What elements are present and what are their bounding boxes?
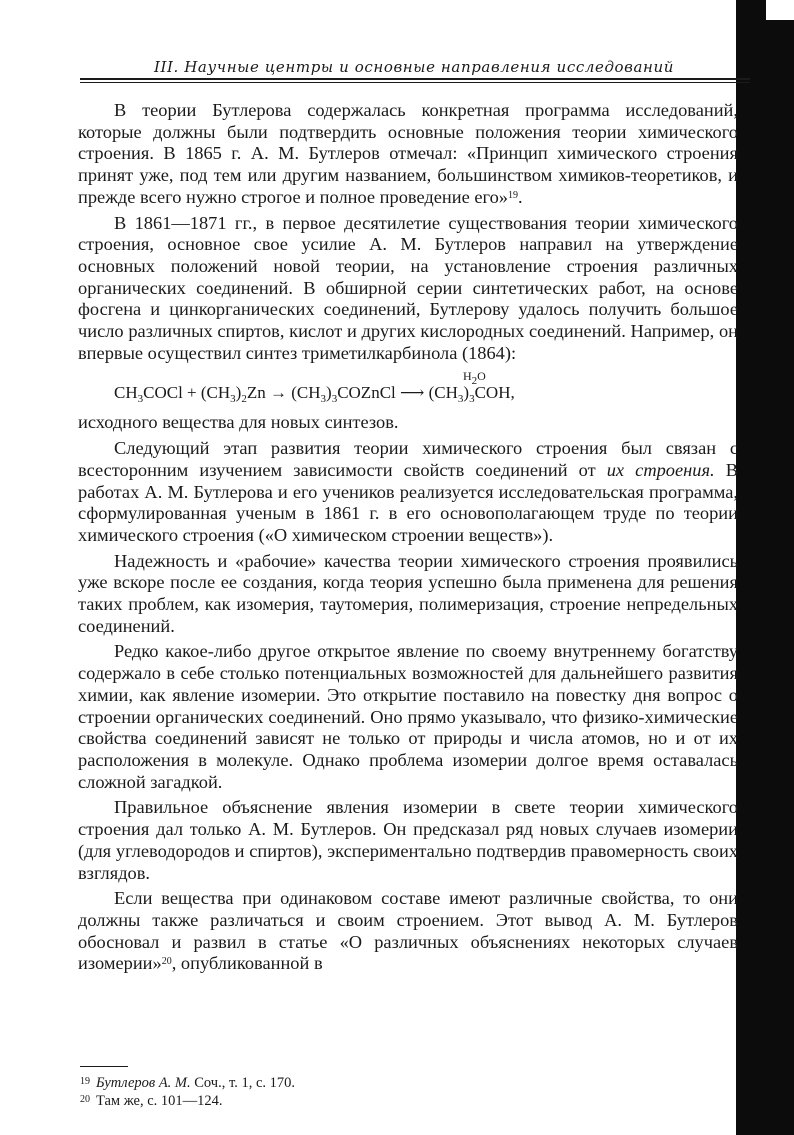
chemical-equation: [114, 368, 738, 406]
equation-line: [114, 382, 515, 407]
eq-part: ): [235, 383, 242, 403]
eq-part: Zn → (CH: [246, 383, 321, 403]
eq-part: ): [326, 383, 332, 403]
eq-part: (CH: [424, 383, 458, 403]
paragraph-7: Правильное объяснение явления изомерии в свете теории химического строения дал только А. М. Бутлеров. Он предсказал ряд новых случаев изомерии (для углеводородов и спиртов), экспериментально подтвердив правомерность своих взглядов.: [78, 797, 738, 883]
eq-part: COZnCl: [337, 383, 400, 403]
eq-part: COH,: [474, 383, 515, 403]
paragraph-8-text: Если вещества при одинаковом составе имеют различные свойства, то они должны также различаться и своим строением. Этот вывод А. М. Бутлеров обосновал и развил в статье «О различных объяснениях некоторых случаев изомерии»: [78, 888, 738, 974]
paragraph-5: Надежность и «рабочие» качества теории химического строения проявились уже вскоре после ее создания, когда теория успешно была применена для решения таких проблем, как изомерия, таутомерия, полимеризация, строение непредельных соединений.: [78, 550, 738, 636]
footnote-ref-19: 19: [508, 189, 519, 201]
footnote-text: Там же, с. 101—124.: [96, 1093, 223, 1109]
paragraph-2: В 1861—1871 гг., в первое десятилетие существования теории химического строения, основное свое усилие А. М. Бутлеров направил на утверждение основных положений новой теории, на установление строения различных органических соединений. В обширной серии синтетических работ, на основе фосгена и цинкорганических соединений, Бутлерову удалось получить большое число различных спиртов, кислот и других кислородных соединений. Например, он впервые осуществил синтез триметилкарбинола (1864):: [78, 212, 738, 363]
paragraph-8-end: , опубликованной в: [171, 953, 323, 974]
footnote-20: [80, 1092, 680, 1110]
footnote-ref-20: 20: [161, 956, 172, 968]
reagent-h: H: [463, 369, 472, 384]
eq-sub: 3: [331, 393, 338, 406]
eq-sub: 3: [469, 393, 475, 406]
paragraph-4: [78, 438, 738, 547]
paragraph-4-text-end: В работах А. М. Бутлерова и его учеников реализуется исследовательская программа, сформулированная ученым в 1861 г. в его основополагающем труде по теории химического строения («О химическом строении веществ»).: [78, 459, 738, 545]
reagent-sub: 2: [471, 375, 478, 388]
header-rule-thin: [80, 82, 750, 83]
footnotes: [80, 1074, 680, 1110]
paragraph-8: [78, 888, 738, 975]
footnote-text: Соч., т. 1, с. 170.: [190, 1075, 296, 1091]
eq-part: ): [463, 383, 470, 403]
paragraph-6: Редко какое-либо другое открытое явление по своему внутреннему богатству содержало в себе столько потенциальных возможностей для дальнейшего развития химии, как явление изомерии. Это открытие поставило на повестку дня вопрос о строении органических соединений. Оно прямо указывало, что физико-химические свойства соединений зависят не только от природы и числа атомов, но и от их расположения в молекуле. Однако проблема изомерии долгое время оставалась сложной загадкой.: [78, 641, 738, 792]
paragraph-3: исходного вещества для новых синтезов.: [78, 412, 399, 433]
footnote-number: 20: [80, 1094, 90, 1105]
eq-sub: 3: [457, 393, 464, 406]
footnote-author: Бутлеров А. М.: [96, 1075, 191, 1091]
header-rule: [80, 78, 750, 80]
eq-sub: 3: [230, 393, 236, 406]
eq-part: CH: [114, 383, 138, 403]
paragraph-4-italic: их строения.: [606, 459, 715, 480]
scan-dark-edge: [736, 0, 794, 1135]
reaction-arrow: ⟶: [400, 383, 425, 403]
running-head: III. Научные центры и основные направления исследований: [153, 58, 675, 76]
scan-edge-notch: [766, 0, 794, 20]
paragraph-1: [78, 100, 738, 209]
paragraph-4-text: Следующий этап развития теории химического строения был связан с всесторонним изучением зависимости свойств соединений от: [78, 438, 738, 480]
eq-sub: 2: [241, 393, 247, 406]
footnote-19: [80, 1074, 680, 1092]
footnote-number: 19: [80, 1076, 90, 1087]
eq-part: COCl + (CH: [143, 383, 231, 403]
eq-sub: 3: [320, 393, 327, 406]
paragraph-1-end: .: [518, 186, 523, 207]
reagent-o: O: [477, 369, 486, 384]
footnote-separator: [80, 1066, 128, 1067]
paragraph-1-text: В теории Бутлерова содержалась конкретная программа исследований, которые должны были подтвердить основные положения теории химического строения. В 1865 г. А. М. Бутлеров отмечал: «Принцип химического строения принят уже, под тем или другим названием, большинством химиков-теоретиков, и прежде всего нужно строгое и полное проведение его»: [78, 100, 738, 207]
eq-sub: 3: [137, 393, 144, 406]
body-text: [78, 100, 738, 979]
